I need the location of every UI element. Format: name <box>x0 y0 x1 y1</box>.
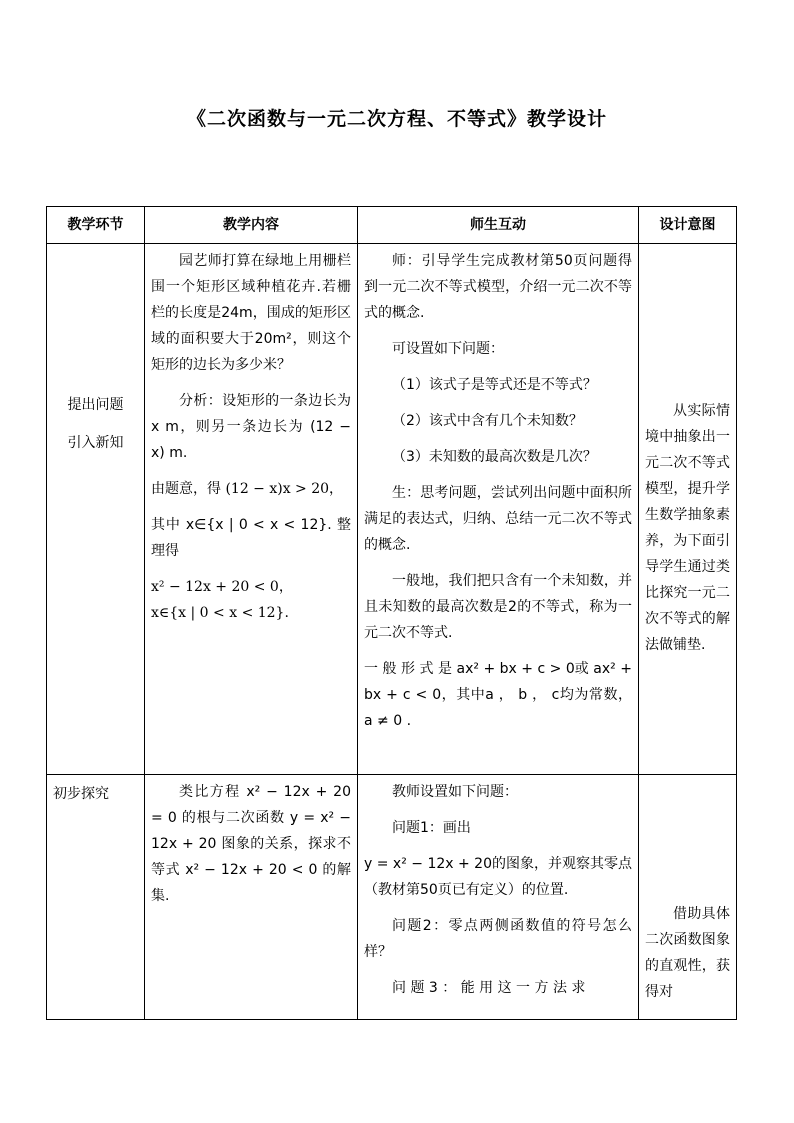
general-form-text: 一 般 形 式 是 ax² + bx + c > 0或 ax² + bx + c < 0，其中a ， b ， c均为常数， a ≠ 0 . <box>364 661 632 729</box>
analysis-text: 分析：设矩形的一条边长为 x m，则另一条边长为 (12 − x) m. <box>151 393 351 461</box>
inequality-line: x² − 12x + 20 < 0， <box>151 579 293 595</box>
table-row <box>47 775 737 1020</box>
question-item: 问题1：画出 <box>392 820 471 836</box>
stage-label: 初步探究 <box>53 786 109 802</box>
teaching-design-table <box>46 206 737 1020</box>
table-header-row <box>47 207 737 244</box>
content-cell <box>145 244 358 775</box>
question-item: 问 题 3 ： 能 用 这 一 方 法 求 <box>392 980 586 996</box>
question-item: （2）该式中含有几个未知数？ <box>392 413 583 429</box>
content-cell <box>145 775 358 1020</box>
teacher-guidance: 师：引导学生完成教材第50页问题得到一元二次不等式模型，介绍一元二次不等式的概念. <box>364 253 632 321</box>
intent-text: 从实际情境中抽象出一元二次不等式模型，提升学生数学抽象素养，为下面引导学生通过类比探究一元二次不等式的解法做铺垫. <box>645 403 730 653</box>
inequality-domain-line: x∈{x | 0 < x < 12}. <box>151 605 289 621</box>
intent-text: 借助具体二次函数图象的直观性，获得对 <box>645 906 730 1000</box>
stage-cell <box>47 775 145 1020</box>
problem-statement: 园艺师打算在绿地上用栅栏围一个矩形区域种植花卉.若栅栏的长度是24m，围成的矩形区域的面积要大于20m²，则这个矩形的边长为多少米？ <box>151 253 351 373</box>
question-item: 问题2：零点两侧函数值的符号怎么样？ <box>364 918 632 960</box>
question-item: y = x² − 12x + 20的图象，并观察其零点（教材第50页已有定义）的位置. <box>364 856 632 898</box>
header-stage: 教学环节 <box>47 207 145 244</box>
interaction-cell <box>358 775 639 1020</box>
intent-cell <box>639 775 737 1020</box>
question-item: （1）该式子是等式还是不等式？ <box>392 377 597 393</box>
exploration-content: 类比方程 x² − 12x + 20 = 0 的根与二次函数 y = x² − 12x + 20 图象的关系，探求不等式 x² − 12x + 20 < 0 的解集. <box>151 784 351 904</box>
student-activity: 生：思考问题，尝试列出问题中面积所满足的表达式，归纳、总结一元二次不等式的概念. <box>364 485 632 553</box>
page-title: 《二次函数与一元二次方程、不等式》教学设计 <box>186 108 607 130</box>
question-item: （3）未知数的最高次数是几次？ <box>392 449 597 465</box>
header-intent: 设计意图 <box>639 207 737 244</box>
definition-text: 一般地，我们把只含有一个未知数，并且未知数的最高次数是2的不等式，称为一元二次不等式. <box>364 573 632 641</box>
table-row <box>47 244 737 775</box>
stage-label: 提出问题 <box>67 397 124 413</box>
stage-label: 引入新知 <box>67 435 124 451</box>
equation-text: 由题意，得 (12 − x)x > 20， <box>151 481 344 497</box>
header-interaction: 师生互动 <box>358 207 639 244</box>
intent-cell <box>639 244 737 775</box>
interaction-cell <box>358 244 639 775</box>
stage-cell <box>47 244 145 775</box>
question-intro: 可设置如下问题： <box>392 341 504 357</box>
domain-text: 其中 x∈{x | 0 < x < 12}. 整理得 <box>151 517 351 559</box>
question-intro: 教师设置如下问题： <box>392 784 518 800</box>
header-content: 教学内容 <box>145 207 358 244</box>
